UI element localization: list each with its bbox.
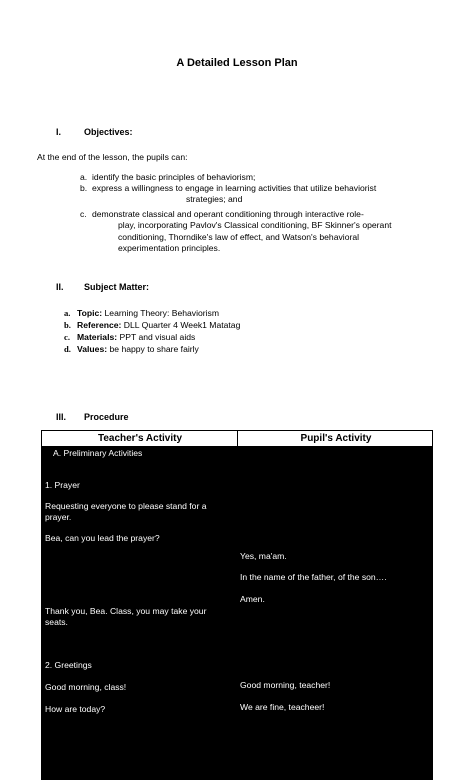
teacher-line: Good morning, class! [45,682,127,692]
section-label: Subject Matter: [84,282,150,292]
lesson-plan-page: A Detailed Lesson Plan I. Objectives: At the end of the lesson, the pupils can: a. identify the basic principles of behaviorism; b. express a willingness to engage in learning activities that utilize behaviorist strategies; and c. demonstrate classical and operant conditioning through interactive role- play, incorporating Pavlov's Classical conditioning, BF Skinner's operant conditioning, Thorndike's law of effect, and Watson's behavioral experimentation principles. II. Subject Matter: a. Topic: Learning Theory: Behaviorism b. Reference: DLL Quarter 4 Week1 Matatag c. Materials: PPT and visual aids d. Values: be happy to share fairly III. Procedure Teacher's Activity Pupil's Activity A. Preliminary Activities 1. Prayer Requesting everyone to please stand for a prayer. Bea, can you lead the prayer? Thank you, Bea. Class, you may take your seats. 2. Greetings Good morning, class! How are today? Yes, ma'am. In the name of the father, of the son…. Amen. Good morning, teacher! We are fine, teacheer! [0,0,474,780]
preliminary-activities: A. Preliminary Activities [53,448,143,458]
pupil-line: Amen. [240,594,265,604]
teacher-line: Requesting everyone to please stand for a prayer. [45,501,207,522]
objectives-intro: At the end of the lesson, the pupils can: [37,152,188,162]
table-header [41,430,433,447]
teacher-line: Thank you, Bea. Class, you may take your seats. [45,606,207,627]
pupil-line: Good morning, teacher! [240,680,331,690]
greetings-heading: 2. Greetings [45,660,92,670]
page-title: A Detailed Lesson Plan [176,57,298,69]
section-label: Objectives: [84,127,133,137]
section-label: Procedure [84,412,129,422]
pupil-activity-header: Pupil's Activity [300,433,372,444]
teacher-activity-header: Teacher's Activity [97,433,183,444]
pupil-line: In the name of the father, of the son…. [240,572,387,582]
pupil-line: We are fine, teacheer! [240,702,325,712]
procedure-table [41,430,433,780]
pupil-line: Yes, ma'am. [240,551,287,561]
section-numeral: I. [56,127,62,137]
teacher-line: How are today? [45,704,106,714]
prayer-heading: 1. Prayer [45,480,80,490]
section-numeral: II. [56,282,64,292]
section-numeral: III. [56,412,67,422]
teacher-line: Bea, can you lead the prayer? [45,533,160,543]
